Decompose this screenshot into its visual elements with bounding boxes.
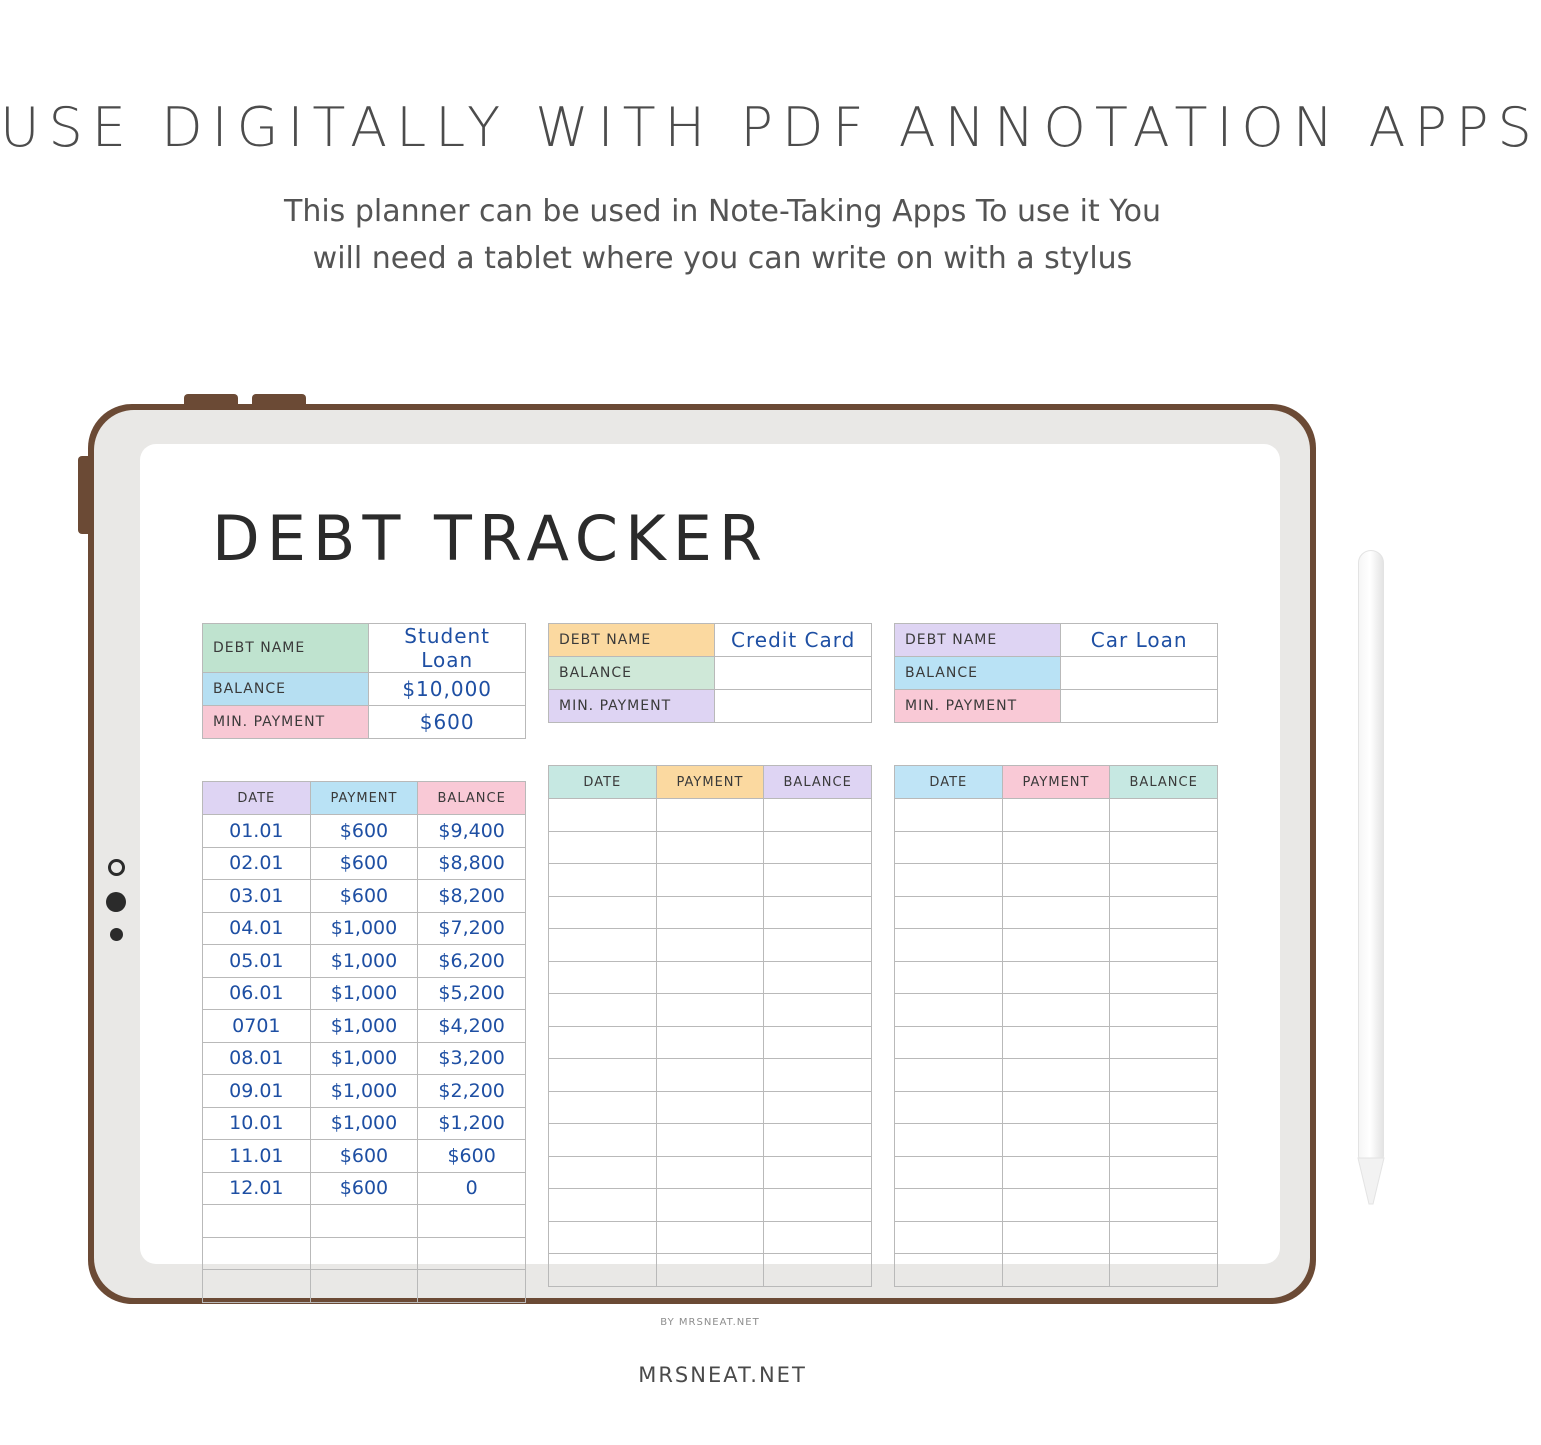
ledger-cell-date[interactable] (549, 1189, 657, 1222)
ledger-cell-balance[interactable] (764, 1091, 872, 1124)
ledger-header-date: DATE (549, 766, 657, 799)
ledger-cell-date[interactable] (203, 1270, 311, 1303)
table-row (895, 1254, 1218, 1287)
ledger-cell-date[interactable] (549, 1156, 657, 1189)
ledger-cell-balance[interactable] (1110, 1059, 1218, 1092)
site-footer: MRSNEAT.NET (638, 1363, 807, 1387)
ledger-cell-payment[interactable] (1002, 1091, 1110, 1124)
ledger-cell-date[interactable]: 02.01 (203, 847, 311, 880)
table-row (549, 1156, 872, 1189)
ledger-cell-date[interactable] (549, 1124, 657, 1157)
tablet-side-controls (106, 859, 126, 957)
ledger-cell-payment[interactable] (310, 1205, 418, 1238)
ledger-cell-payment[interactable]: $1,000 (310, 945, 418, 978)
debt-info-row (549, 624, 872, 657)
table-row (895, 1124, 1218, 1157)
ledger-cell-date[interactable]: 12.01 (203, 1172, 311, 1205)
ledger-cell-date[interactable] (549, 864, 657, 897)
ledger-cell-date[interactable] (895, 864, 1003, 897)
ledger-cell-payment[interactable] (1002, 929, 1110, 962)
ledger-cell-balance[interactable] (1110, 1254, 1218, 1287)
ledger-cell-date[interactable] (895, 799, 1003, 832)
payment-ledger-table (894, 765, 1218, 1287)
ledger-header-balance: BALANCE (418, 782, 526, 815)
ledger-cell-date[interactable] (549, 929, 657, 962)
tablet-screen[interactable] (140, 444, 1280, 1328)
ledger-cell-balance[interactable] (418, 1237, 526, 1270)
table-row (203, 1010, 526, 1043)
ledger-cell-balance[interactable] (764, 799, 872, 832)
min-payment-value[interactable]: $600 (369, 706, 526, 739)
ledger-cell-balance[interactable]: $2,200 (418, 1075, 526, 1108)
table-row (203, 1042, 526, 1075)
ledger-cell-payment[interactable] (656, 961, 764, 994)
table-row (549, 1221, 872, 1254)
ledger-cell-balance[interactable] (764, 1059, 872, 1092)
ledger-cell-balance[interactable] (764, 1156, 872, 1189)
ledger-cell-date[interactable] (895, 1026, 1003, 1059)
table-row (203, 847, 526, 880)
ledger-cell-payment[interactable] (310, 1270, 418, 1303)
ledger-cell-payment[interactable] (656, 1091, 764, 1124)
balance-label: BALANCE (203, 673, 369, 706)
promo-subtitle-line-2: will need a tablet where you can write on with a stylus (312, 240, 1133, 276)
ledger-cell-balance[interactable] (764, 1124, 872, 1157)
ledger-cell-balance[interactable] (764, 994, 872, 1027)
ledger-cell-balance[interactable] (1110, 1124, 1218, 1157)
tablet-device (88, 404, 1316, 1328)
ledger-cell-date[interactable] (549, 994, 657, 1027)
ledger-cell-date[interactable] (549, 896, 657, 929)
table-row (203, 945, 526, 978)
ledger-cell-date[interactable]: 04.01 (203, 912, 311, 945)
ledger-cell-balance[interactable] (1110, 896, 1218, 929)
table-row (895, 799, 1218, 832)
watermark: BY MRSNEAT.NET (660, 1316, 760, 1328)
ledger-cell-balance[interactable]: $6,200 (418, 945, 526, 978)
ledger-cell-balance[interactable] (1110, 929, 1218, 962)
volume-up-button[interactable] (184, 394, 238, 406)
ledger-cell-balance[interactable] (1110, 799, 1218, 832)
table-row (203, 1270, 526, 1303)
ledger-cell-balance[interactable] (1110, 864, 1218, 897)
ledger-cell-balance[interactable]: $5,200 (418, 977, 526, 1010)
ledger-cell-balance[interactable] (764, 961, 872, 994)
table-row (203, 1205, 526, 1238)
ledger-cell-balance[interactable]: $1,200 (418, 1107, 526, 1140)
min-payment-label: MIN. PAYMENT (549, 690, 715, 723)
balance-value[interactable] (1061, 657, 1218, 690)
ledger-cell-date[interactable] (549, 961, 657, 994)
camera-icon (108, 859, 125, 876)
ledger-cell-payment[interactable]: $1,000 (310, 1075, 418, 1108)
table-row (895, 1189, 1218, 1222)
debt-name-label: DEBT NAME (895, 624, 1061, 657)
ledger-cell-payment[interactable] (656, 929, 764, 962)
ledger-cell-date[interactable] (203, 1237, 311, 1270)
ledger-cell-payment[interactable] (1002, 831, 1110, 864)
balance-label: BALANCE (895, 657, 1061, 690)
table-row (549, 799, 872, 832)
ledger-cell-payment[interactable] (656, 1254, 764, 1287)
debt-name-value[interactable]: Car Loan (1061, 624, 1218, 657)
payment-ledger-table (548, 765, 872, 1287)
promo-subtitle-line-1: This planner can be used in Note-Taking Apps To use it You (284, 194, 1161, 229)
ledger-header-payment: PAYMENT (1002, 766, 1110, 799)
balance-value[interactable]: $10,000 (369, 673, 526, 706)
ledger-cell-date[interactable]: 09.01 (203, 1075, 311, 1108)
ledger-cell-balance[interactable]: $9,400 (418, 815, 526, 848)
table-row (203, 912, 526, 945)
debt-info-row (895, 657, 1218, 690)
ledger-cell-payment[interactable] (1002, 1026, 1110, 1059)
ledger-cell-payment[interactable] (656, 1156, 764, 1189)
table-row (549, 1091, 872, 1124)
table-row (549, 1189, 872, 1222)
ledger-cell-payment[interactable] (1002, 1221, 1110, 1254)
ledger-cell-payment[interactable] (1002, 1189, 1110, 1222)
ledger-cell-payment[interactable] (1002, 799, 1110, 832)
ledger-cell-payment[interactable] (1002, 1124, 1110, 1157)
ledger-cell-date[interactable] (895, 1254, 1003, 1287)
table-row (895, 961, 1218, 994)
table-row (203, 815, 526, 848)
table-row (895, 896, 1218, 929)
table-row (895, 1221, 1218, 1254)
ledger-header-payment: PAYMENT (656, 766, 764, 799)
ledger-header-payment: PAYMENT (310, 782, 418, 815)
ledger-header-date: DATE (203, 782, 311, 815)
debt-card (548, 623, 872, 1303)
ledger-cell-date[interactable] (549, 1221, 657, 1254)
table-row (549, 961, 872, 994)
debt-info-row (895, 690, 1218, 723)
min-payment-value[interactable] (715, 690, 872, 723)
ledger-cell-payment[interactable] (656, 831, 764, 864)
ledger-cell-date[interactable] (895, 994, 1003, 1027)
ledger-cell-payment[interactable]: $1,000 (310, 1107, 418, 1140)
debt-info-row (895, 624, 1218, 657)
ledger-cell-date[interactable] (549, 1254, 657, 1287)
table-row (895, 994, 1218, 1027)
ledger-cell-balance[interactable] (1110, 961, 1218, 994)
ledger-cell-payment[interactable] (656, 1221, 764, 1254)
stylus-body[interactable] (1358, 550, 1384, 1160)
ledger-cell-balance[interactable] (1110, 1221, 1218, 1254)
ledger-cell-balance[interactable] (764, 1221, 872, 1254)
debt-name-value[interactable]: Student Loan (369, 624, 526, 673)
ledger-cell-date[interactable] (203, 1205, 311, 1238)
ledger-header-balance: BALANCE (764, 766, 872, 799)
ledger-cell-date[interactable] (895, 929, 1003, 962)
ledger-cell-balance[interactable] (418, 1270, 526, 1303)
debt-card (894, 623, 1218, 1303)
ledger-cell-date[interactable]: 08.01 (203, 1042, 311, 1075)
debt-name-value[interactable]: Credit Card (715, 624, 872, 657)
ledger-cell-date[interactable] (895, 1091, 1003, 1124)
ledger-cell-date[interactable]: 01.01 (203, 815, 311, 848)
ledger-cell-payment[interactable]: $1,000 (310, 912, 418, 945)
promo-header (0, 96, 1541, 282)
speaker-dot-icon (106, 892, 126, 912)
ledger-cell-payment[interactable] (310, 1237, 418, 1270)
table-row (895, 1026, 1218, 1059)
debt-name-label: DEBT NAME (203, 624, 369, 673)
ledger-cell-payment[interactable]: $600 (310, 847, 418, 880)
ledger-cell-date[interactable] (895, 896, 1003, 929)
ledger-cell-balance[interactable] (764, 1189, 872, 1222)
debt-info-table (894, 623, 1218, 723)
table-row (203, 1172, 526, 1205)
ledger-cell-balance[interactable] (764, 1254, 872, 1287)
ledger-cell-balance[interactable]: $8,200 (418, 880, 526, 913)
debt-info-table (202, 623, 526, 739)
ledger-cell-balance[interactable] (1110, 1091, 1218, 1124)
ledger-cell-payment[interactable] (656, 896, 764, 929)
ledger-header-row (549, 766, 872, 799)
ledger-cell-balance[interactable] (764, 929, 872, 962)
ledger-cell-payment[interactable] (1002, 961, 1110, 994)
debt-card (202, 623, 526, 1303)
ledger-cell-date[interactable] (895, 961, 1003, 994)
ledger-cell-payment[interactable]: $600 (310, 880, 418, 913)
table-row (203, 880, 526, 913)
table-row (895, 864, 1218, 897)
ledger-cell-payment[interactable]: $1,000 (310, 1042, 418, 1075)
ledger-cell-balance[interactable]: $600 (418, 1140, 526, 1173)
debt-info-row (549, 657, 872, 690)
ledger-cell-date[interactable] (549, 1059, 657, 1092)
ledger-cell-date[interactable] (549, 1091, 657, 1124)
ledger-header-row (203, 782, 526, 815)
ledger-cell-payment[interactable] (656, 1026, 764, 1059)
ledger-cell-balance[interactable] (764, 864, 872, 897)
stylus-tip-icon (1358, 1158, 1384, 1204)
table-row (895, 929, 1218, 962)
min-payment-label: MIN. PAYMENT (895, 690, 1061, 723)
table-row (549, 994, 872, 1027)
ledger-cell-payment[interactable] (656, 864, 764, 897)
ledger-cell-date[interactable]: 06.01 (203, 977, 311, 1010)
ledger-cell-date[interactable] (895, 1156, 1003, 1189)
sensor-dot-icon (110, 928, 123, 941)
ledger-cell-balance[interactable] (764, 896, 872, 929)
volume-down-button[interactable] (252, 394, 306, 406)
debt-columns (202, 623, 1218, 1303)
ledger-cell-payment[interactable] (1002, 864, 1110, 897)
ledger-cell-date[interactable]: 11.01 (203, 1140, 311, 1173)
ledger-header-balance: BALANCE (1110, 766, 1218, 799)
ledger-cell-payment[interactable]: $600 (310, 815, 418, 848)
table-row (549, 1254, 872, 1287)
ledger-cell-balance[interactable] (1110, 831, 1218, 864)
ledger-cell-date[interactable] (895, 831, 1003, 864)
ledger-cell-date[interactable]: 05.01 (203, 945, 311, 978)
ledger-header-row (895, 766, 1218, 799)
table-row (895, 1059, 1218, 1092)
ledger-cell-payment[interactable]: $600 (310, 1172, 418, 1205)
ledger-cell-payment[interactable] (1002, 994, 1110, 1027)
table-row (549, 1124, 872, 1157)
ledger-cell-date[interactable] (549, 1026, 657, 1059)
table-row (203, 977, 526, 1010)
table-row (895, 1091, 1218, 1124)
ledger-cell-date[interactable] (895, 1189, 1003, 1222)
ledger-cell-payment[interactable] (1002, 896, 1110, 929)
debt-info-table (548, 623, 872, 723)
table-row (549, 864, 872, 897)
table-row (203, 1107, 526, 1140)
ledger-cell-date[interactable]: 10.01 (203, 1107, 311, 1140)
ledger-cell-balance[interactable] (1110, 1026, 1218, 1059)
ledger-cell-balance[interactable] (418, 1205, 526, 1238)
min-payment-value[interactable] (1061, 690, 1218, 723)
ledger-cell-date[interactable]: 03.01 (203, 880, 311, 913)
ledger-cell-payment[interactable] (656, 994, 764, 1027)
balance-label: BALANCE (549, 657, 715, 690)
debt-info-row (203, 673, 526, 706)
table-row (549, 831, 872, 864)
ledger-cell-date[interactable] (549, 831, 657, 864)
table-row (895, 831, 1218, 864)
tablet-bezel (94, 410, 1310, 1328)
ledger-cell-date[interactable]: 0701 (203, 1010, 311, 1043)
ledger-cell-balance[interactable]: 0 (418, 1172, 526, 1205)
ledger-cell-date[interactable] (549, 799, 657, 832)
table-row (549, 929, 872, 962)
promo-subtitle (0, 189, 1445, 282)
payment-ledger-table (202, 781, 526, 1303)
ledger-cell-payment[interactable]: $1,000 (310, 977, 418, 1010)
ledger-cell-balance[interactable] (764, 831, 872, 864)
page-title: DEBT TRACKER (212, 502, 769, 575)
ledger-cell-balance[interactable]: $8,800 (418, 847, 526, 880)
ledger-cell-balance[interactable]: $7,200 (418, 912, 526, 945)
ledger-cell-payment[interactable] (656, 1059, 764, 1092)
balance-value[interactable] (715, 657, 872, 690)
table-row (549, 1059, 872, 1092)
debt-info-row (549, 690, 872, 723)
ledger-cell-balance[interactable] (1110, 1189, 1218, 1222)
ledger-cell-date[interactable] (895, 1124, 1003, 1157)
promo-title: USE DIGITALLY WITH PDF ANNOTATION APPS (0, 96, 1541, 159)
table-row (895, 1156, 1218, 1189)
table-row (549, 1026, 872, 1059)
debt-info-row (203, 706, 526, 739)
ledger-cell-balance[interactable]: $4,200 (418, 1010, 526, 1043)
ledger-header-date: DATE (895, 766, 1003, 799)
ledger-cell-balance[interactable] (1110, 994, 1218, 1027)
table-row (203, 1075, 526, 1108)
ledger-cell-date[interactable] (895, 1221, 1003, 1254)
debt-name-label: DEBT NAME (549, 624, 715, 657)
ledger-cell-balance[interactable]: $3,200 (418, 1042, 526, 1075)
ledger-cell-payment[interactable] (1002, 1254, 1110, 1287)
min-payment-label: MIN. PAYMENT (203, 706, 369, 739)
table-row (549, 896, 872, 929)
ledger-cell-payment[interactable]: $600 (310, 1140, 418, 1173)
ledger-cell-payment[interactable] (656, 1189, 764, 1222)
debt-info-row (203, 624, 526, 673)
ledger-cell-date[interactable] (895, 1059, 1003, 1092)
ledger-cell-balance[interactable] (1110, 1156, 1218, 1189)
ledger-cell-payment[interactable] (656, 1124, 764, 1157)
ledger-cell-payment[interactable] (1002, 1059, 1110, 1092)
ledger-cell-payment[interactable] (656, 799, 764, 832)
power-button[interactable] (78, 456, 90, 534)
table-row (203, 1140, 526, 1173)
ledger-cell-payment[interactable] (1002, 1156, 1110, 1189)
table-row (203, 1237, 526, 1270)
ledger-cell-payment[interactable]: $1,000 (310, 1010, 418, 1043)
ledger-cell-balance[interactable] (764, 1026, 872, 1059)
